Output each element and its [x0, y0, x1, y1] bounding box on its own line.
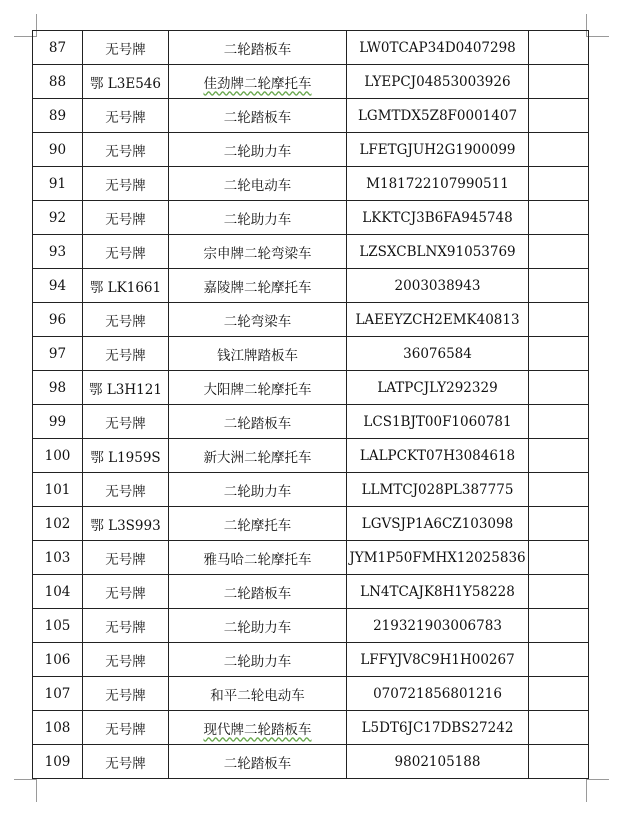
row-number-cell: 87 — [33, 31, 83, 65]
plate-cell: 鄂 L3H121 — [83, 371, 169, 405]
empty-cell — [529, 507, 589, 541]
vehicle-type-cell: 嘉陵牌二轮摩托车 — [169, 269, 347, 303]
plate-cell: 无号牌 — [83, 167, 169, 201]
vehicle-type-cell: 二轮助力车 — [169, 473, 347, 507]
vin-cell: LGMTDX5Z8F0001407 — [347, 99, 529, 133]
plate-cell: 无号牌 — [83, 405, 169, 439]
empty-cell — [529, 541, 589, 575]
row-number-cell: 94 — [33, 269, 83, 303]
vehicle-type-cell: 二轮踏板车 — [169, 99, 347, 133]
table-row — [33, 609, 589, 643]
row-number-cell: 106 — [33, 643, 83, 677]
vin-cell: LCS1BJT00F1060781 — [347, 405, 529, 439]
table-row — [33, 303, 589, 337]
plate-cell: 无号牌 — [83, 31, 169, 65]
vin-cell: LW0TCAP34D0407298 — [347, 31, 529, 65]
empty-cell — [529, 167, 589, 201]
table-row — [33, 711, 589, 745]
vin-cell: 2003038943 — [347, 269, 529, 303]
empty-cell — [529, 677, 589, 711]
empty-cell — [529, 371, 589, 405]
row-number-cell: 97 — [33, 337, 83, 371]
vin-cell: 219321903006783 — [347, 609, 529, 643]
vehicle-records-table — [32, 30, 589, 779]
table-row — [33, 677, 589, 711]
vehicle-type-cell: 二轮踏板车 — [169, 31, 347, 65]
plate-cell: 无号牌 — [83, 711, 169, 745]
row-number-cell: 105 — [33, 609, 83, 643]
vehicle-type-cell: 佳劲牌二轮摩托车 — [169, 65, 347, 99]
table-row — [33, 31, 589, 65]
table-row — [33, 269, 589, 303]
vin-cell: JYM1P50FMHX12025836 — [347, 541, 529, 575]
row-number-cell: 93 — [33, 235, 83, 269]
vin-cell: L5DT6JC17DBS27242 — [347, 711, 529, 745]
vin-cell: M181722107990511 — [347, 167, 529, 201]
vehicle-type-cell: 二轮弯梁车 — [169, 303, 347, 337]
table-row — [33, 167, 589, 201]
vin-cell: 9802105188 — [347, 745, 529, 779]
vin-cell: LLMTCJ028PL387775 — [347, 473, 529, 507]
vehicle-type-cell: 二轮踏板车 — [169, 405, 347, 439]
vehicle-type-cell: 二轮电动车 — [169, 167, 347, 201]
table-row — [33, 507, 589, 541]
empty-cell — [529, 711, 589, 745]
empty-cell — [529, 745, 589, 779]
plate-cell: 无号牌 — [83, 677, 169, 711]
vin-cell: LATPCJLY292329 — [347, 371, 529, 405]
table-row — [33, 473, 589, 507]
plate-cell: 无号牌 — [83, 575, 169, 609]
row-number-cell: 102 — [33, 507, 83, 541]
empty-cell — [529, 65, 589, 99]
table-row — [33, 133, 589, 167]
empty-cell — [529, 473, 589, 507]
table-row — [33, 541, 589, 575]
vehicle-type-cell: 二轮助力车 — [169, 609, 347, 643]
table-row — [33, 99, 589, 133]
vehicle-type-cell: 雅马哈二轮摩托车 — [169, 541, 347, 575]
vehicle-type-cell: 二轮摩托车 — [169, 507, 347, 541]
empty-cell — [529, 269, 589, 303]
table-row — [33, 405, 589, 439]
vehicle-type-cell: 钱江牌踏板车 — [169, 337, 347, 371]
vin-cell: LAEEYZCH2EMK40813 — [347, 303, 529, 337]
vin-cell: 070721856801216 — [347, 677, 529, 711]
vin-cell: LZSXCBLNX91053769 — [347, 235, 529, 269]
row-number-cell: 99 — [33, 405, 83, 439]
row-number-cell: 90 — [33, 133, 83, 167]
empty-cell — [529, 235, 589, 269]
plate-cell: 无号牌 — [83, 541, 169, 575]
empty-cell — [529, 337, 589, 371]
table-row — [33, 371, 589, 405]
row-number-cell: 96 — [33, 303, 83, 337]
vehicle-type-cell: 二轮助力车 — [169, 201, 347, 235]
vehicle-type-cell: 和平二轮电动车 — [169, 677, 347, 711]
row-number-cell: 92 — [33, 201, 83, 235]
vin-cell: LFFYJV8C9H1H00267 — [347, 643, 529, 677]
plate-cell: 无号牌 — [83, 99, 169, 133]
row-number-cell: 98 — [33, 371, 83, 405]
vehicle-type-cell: 大阳牌二轮摩托车 — [169, 371, 347, 405]
plate-cell: 无号牌 — [83, 643, 169, 677]
plate-cell: 无号牌 — [83, 609, 169, 643]
vehicle-type-cell: 二轮踏板车 — [169, 745, 347, 779]
empty-cell — [529, 609, 589, 643]
vehicle-type-cell: 新大洲二轮摩托车 — [169, 439, 347, 473]
plate-cell: 无号牌 — [83, 473, 169, 507]
row-number-cell: 103 — [33, 541, 83, 575]
empty-cell — [529, 643, 589, 677]
plate-cell: 鄂 L1959S — [83, 439, 169, 473]
empty-cell — [529, 31, 589, 65]
empty-cell — [529, 99, 589, 133]
vin-cell: LALPCKT07H3084618 — [347, 439, 529, 473]
vin-cell: LGVSJP1A6CZ103098 — [347, 507, 529, 541]
vehicle-type-cell: 宗申牌二轮弯梁车 — [169, 235, 347, 269]
plate-cell: 无号牌 — [83, 303, 169, 337]
vehicle-type-cell: 二轮踏板车 — [169, 575, 347, 609]
row-number-cell: 107 — [33, 677, 83, 711]
row-number-cell: 109 — [33, 745, 83, 779]
plate-cell: 无号牌 — [83, 235, 169, 269]
plate-cell: 鄂 L3S993 — [83, 507, 169, 541]
crop-mark-bottom-left — [14, 779, 37, 802]
vin-cell: 36076584 — [347, 337, 529, 371]
table-row — [33, 575, 589, 609]
row-number-cell: 108 — [33, 711, 83, 745]
plate-cell: 无号牌 — [83, 745, 169, 779]
empty-cell — [529, 133, 589, 167]
vin-cell: LKKTCJ3B6FA945748 — [347, 201, 529, 235]
row-number-cell: 88 — [33, 65, 83, 99]
row-number-cell: 91 — [33, 167, 83, 201]
crop-mark-bottom-right — [586, 779, 609, 802]
plate-cell: 无号牌 — [83, 133, 169, 167]
plate-cell: 鄂 L3E546 — [83, 65, 169, 99]
table-row — [33, 337, 589, 371]
plate-cell: 无号牌 — [83, 337, 169, 371]
empty-cell — [529, 575, 589, 609]
table-row — [33, 643, 589, 677]
vin-cell: LFETGJUH2G1900099 — [347, 133, 529, 167]
vin-cell: LYEPCJ04853003926 — [347, 65, 529, 99]
empty-cell — [529, 201, 589, 235]
table-row — [33, 201, 589, 235]
vin-cell: LN4TCAJK8H1Y58228 — [347, 575, 529, 609]
plate-cell: 无号牌 — [83, 201, 169, 235]
empty-cell — [529, 405, 589, 439]
empty-cell — [529, 303, 589, 337]
table-row — [33, 439, 589, 473]
crop-mark-top-right — [586, 14, 609, 37]
vehicle-type-cell: 二轮助力车 — [169, 643, 347, 677]
empty-cell — [529, 439, 589, 473]
row-number-cell: 100 — [33, 439, 83, 473]
vehicle-type-cell: 现代牌二轮踏板车 — [169, 711, 347, 745]
table-row — [33, 65, 589, 99]
row-number-cell: 104 — [33, 575, 83, 609]
table-row — [33, 235, 589, 269]
table-row — [33, 745, 589, 779]
plate-cell: 鄂 LK1661 — [83, 269, 169, 303]
row-number-cell: 89 — [33, 99, 83, 133]
row-number-cell: 101 — [33, 473, 83, 507]
vehicle-type-cell: 二轮助力车 — [169, 133, 347, 167]
